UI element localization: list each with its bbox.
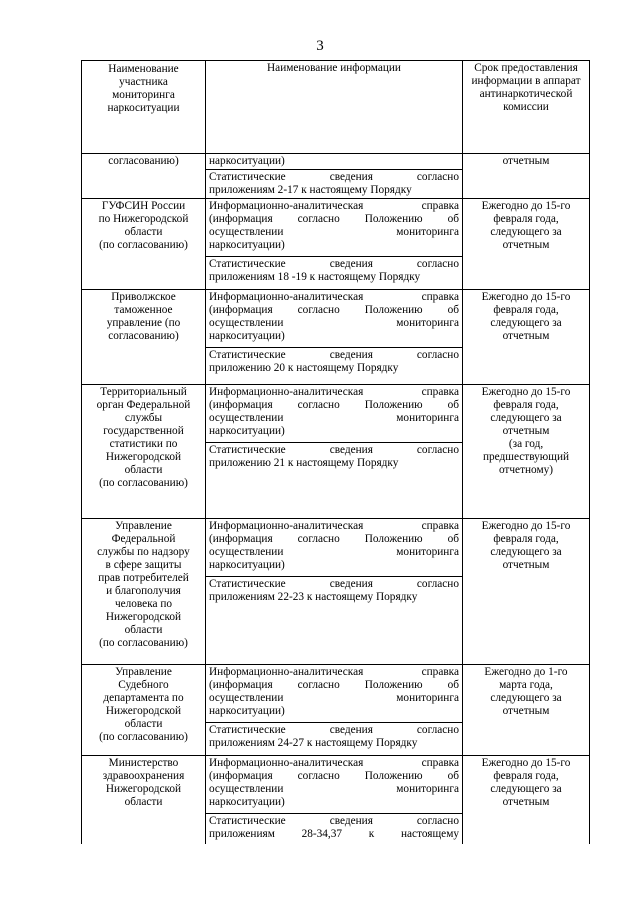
- table-row: [82, 290, 590, 348]
- participant-cell: Управление Судебного департамента по Нижегородской области (по согласованию): [82, 665, 206, 756]
- analytic-cell: Информационно-аналитическая справка (информация согласно Положению об осуществлении мониторинга наркоситуации): [206, 665, 463, 723]
- header-participant: Наименование участника мониторинга наркоситуации: [82, 61, 206, 154]
- header-deadline: Срок предоставления информации в аппарат антинаркотической комиссии: [463, 61, 590, 154]
- deadline-cell: Ежегодно до 15-го февраля года, следующего за отчетным: [463, 290, 590, 385]
- deadline-cell: Ежегодно до 15-го февраля года, следующего за отчетным (за год, предшествующий отчетному): [463, 385, 590, 519]
- deadline-cell: Ежегодно до 15-го февраля года, следующего за отчетным: [463, 756, 590, 844]
- continuation-participant: согласованию): [82, 154, 206, 199]
- continuation-info-tail: наркоситуации): [206, 154, 463, 170]
- table-row: [82, 756, 590, 814]
- stat-cell: Статистические сведения согласно приложениям 28-34,37 к настоящему: [206, 814, 463, 844]
- analytic-cell: Информационно-аналитическая справка (информация согласно Положению об осуществлении мониторинга наркоситуации): [206, 756, 463, 814]
- deadline-cell: Ежегодно до 1-го марта года, следующего за отчетным: [463, 665, 590, 756]
- participant-cell: Управление Федеральной службы по надзору в сфере защиты прав потребителей и благополучия человека по Нижегородской области (по согласованию): [82, 519, 206, 665]
- stat-cell: Статистические сведения согласно приложению 21 к настоящему Порядку: [206, 443, 463, 519]
- table-row: [82, 385, 590, 443]
- continuation-deadline: отчетным: [463, 154, 590, 199]
- deadline-cell: Ежегодно до 15-го февраля года, следующего за отчетным: [463, 519, 590, 665]
- table-row: [82, 519, 590, 577]
- participant-cell: Приволжское таможенное управление (по согласованию): [82, 290, 206, 385]
- stat-cell: Статистические сведения согласно приложениям 18 -19 к настоящему Порядку: [206, 257, 463, 290]
- analytic-cell: Информационно-аналитическая справка (информация согласно Положению об осуществлении мониторинга наркоситуации): [206, 385, 463, 443]
- deadline-cell: Ежегодно до 15-го февраля года, следующего за отчетным: [463, 199, 590, 290]
- analytic-cell: Информационно-аналитическая справка (информация согласно Положению об осуществлении мониторинга наркоситуации): [206, 199, 463, 257]
- monitoring-table: [81, 60, 590, 844]
- header-information: Наименование информации: [206, 61, 463, 154]
- page-number: 3: [316, 38, 324, 54]
- participant-cell: Территориальный орган Федеральной службы государственной статистики по Нижегородской области (по согласованию): [82, 385, 206, 519]
- analytic-cell: Информационно-аналитическая справка (информация согласно Положению об осуществлении мониторинга наркоситуации): [206, 290, 463, 348]
- table-row: [82, 665, 590, 723]
- stat-cell: Статистические сведения согласно приложению 20 к настоящему Порядку: [206, 348, 463, 385]
- stat-cell: Статистические сведения согласно приложениям 22-23 к настоящему Порядку: [206, 577, 463, 665]
- stat-cell: Статистические сведения согласно приложениям 24-27 к настоящему Порядку: [206, 723, 463, 756]
- participant-cell: Министерство здравоохранения Нижегородской области: [82, 756, 206, 844]
- analytic-cell: Информационно-аналитическая справка (информация согласно Положению об осуществлении мониторинга наркоситуации): [206, 519, 463, 577]
- continuation-stat-cell: Статистические сведения согласно приложениям 2-17 к настоящему Порядку: [206, 170, 463, 199]
- table-row-continuation: [82, 154, 590, 170]
- table-header-row: [82, 61, 590, 154]
- table-row: [82, 199, 590, 257]
- participant-cell: ГУФСИН России по Нижегородской области (по согласованию): [82, 199, 206, 290]
